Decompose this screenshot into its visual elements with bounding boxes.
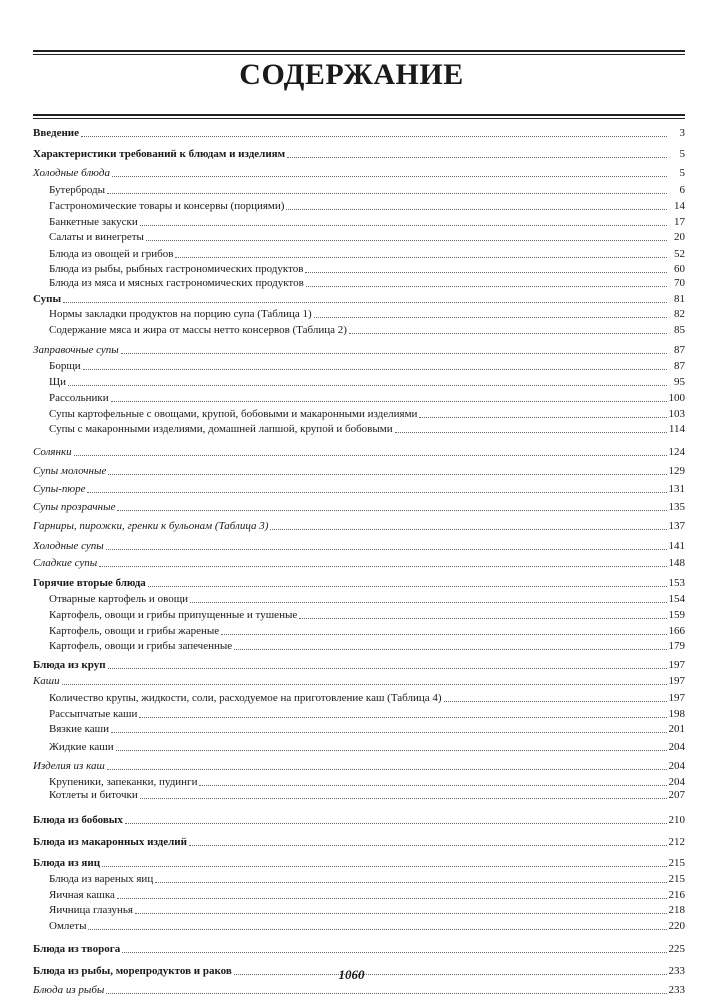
toc-entry-page: 215 — [668, 857, 685, 869]
title-rule-lower — [33, 118, 685, 119]
toc-entry-title: Блюда из бобовых — [33, 814, 123, 826]
toc-entry-title: Количество крупы, жидкости, соли, расходуемое на приготовление каш (Таблица 4) — [49, 692, 442, 704]
toc-entry[interactable] — [33, 228, 685, 244]
dot-leader — [111, 401, 667, 402]
toc-entry[interactable] — [33, 672, 685, 688]
toc-entry-page: 87 — [674, 360, 685, 372]
toc-entry-page: 179 — [668, 640, 685, 652]
toc-entry-page: 216 — [668, 889, 685, 901]
toc-entry-title: Отварные картофель и овощи — [49, 593, 189, 605]
toc-entry-title: Картофель, овощи и грибы запеченные — [49, 640, 233, 652]
toc-entry-page: 197 — [668, 692, 685, 704]
toc-entry-title: Введение — [33, 127, 80, 139]
toc-entry-page: 103 — [668, 408, 685, 420]
toc-entry-title: Яичная кашка — [49, 889, 115, 901]
dot-leader — [81, 136, 667, 137]
toc-entry-page: 220 — [668, 920, 685, 932]
toc-entry[interactable] — [33, 637, 685, 653]
dot-leader — [148, 586, 667, 587]
toc-entry-title: Картофель, овощи и грибы припущенные и тушеные — [49, 609, 298, 621]
top-rule — [33, 50, 685, 52]
dot-leader — [121, 353, 667, 354]
toc-entry-page: 5 — [679, 167, 685, 179]
toc-entry-title: Холодные блюда — [33, 167, 110, 179]
toc-entry-page: 204 — [668, 741, 685, 753]
toc-entry[interactable] — [33, 357, 685, 373]
toc-entry-page: 60 — [674, 263, 685, 275]
toc-entry-page: 207 — [668, 789, 685, 801]
dot-leader — [117, 898, 667, 899]
dot-leader — [349, 333, 667, 334]
dot-leader — [125, 823, 667, 824]
toc-entry-title: Содержание мяса и жира от массы нетто консервов (Таблица 2) — [49, 324, 347, 336]
toc-entry-title: Изделия из каш — [33, 760, 105, 772]
toc-entry-title: Яичница глазунья — [49, 904, 133, 916]
dot-leader — [107, 769, 667, 770]
toc-entry[interactable] — [33, 341, 685, 357]
toc-entry-page: 210 — [668, 814, 685, 826]
dot-leader — [395, 432, 667, 433]
toc-entry-page: 87 — [674, 344, 685, 356]
dot-leader — [106, 993, 666, 994]
toc-entry-title: Холодные супы — [33, 540, 104, 552]
dot-leader — [419, 417, 666, 418]
toc-entry-page: 225 — [668, 943, 685, 955]
dot-leader — [122, 952, 666, 953]
toc-entry[interactable] — [33, 606, 685, 622]
toc-entry[interactable] — [33, 480, 685, 496]
dot-leader — [107, 193, 667, 194]
dot-leader — [139, 717, 666, 718]
toc-entry-title: Нормы закладки продуктов на порцию супа (Таблица 1) — [49, 308, 312, 320]
toc-entry-page: 14 — [674, 200, 685, 212]
dot-leader — [117, 510, 666, 511]
toc-entry-page: 131 — [668, 483, 685, 495]
toc-entry[interactable] — [33, 197, 685, 213]
dot-leader — [299, 618, 666, 619]
toc-entry[interactable] — [33, 940, 685, 956]
dot-leader — [62, 684, 667, 685]
toc-entry-title: Щи — [49, 376, 66, 388]
toc-entry-title: Супы картофельные с овощами, крупой, бобовыми и макаронными изделиями — [49, 408, 418, 420]
toc-entry-title: Блюда из овощей и грибов — [49, 248, 174, 260]
dot-leader — [175, 257, 667, 258]
toc-entry-title: Блюда из мяса и мясных гастрономических продуктов — [49, 277, 304, 289]
toc-entry-page: 6 — [679, 184, 685, 196]
dot-leader — [140, 798, 667, 799]
toc-entry-title: Блюда из круп — [33, 659, 106, 671]
dot-leader — [112, 176, 667, 177]
toc-entry[interactable] — [33, 833, 685, 849]
toc-entry[interactable] — [33, 720, 685, 736]
toc-entry-title: Жидкие каши — [49, 741, 114, 753]
toc-entry[interactable] — [33, 705, 685, 721]
toc-entry-title: Салаты и винегреты — [49, 231, 144, 243]
dot-leader — [190, 602, 666, 603]
toc-entry[interactable] — [33, 498, 685, 514]
toc-entry[interactable] — [33, 373, 685, 389]
toc-entry-page: 82 — [674, 308, 685, 320]
toc-entry[interactable] — [33, 145, 685, 161]
toc-entry[interactable] — [33, 917, 685, 933]
toc-entry-page: 154 — [668, 593, 685, 605]
toc-entry[interactable] — [33, 164, 685, 180]
toc-entry[interactable] — [33, 811, 685, 827]
toc-entry-page: 148 — [668, 557, 685, 569]
toc-entry[interactable] — [33, 786, 685, 802]
toc-entry-page: 233 — [668, 965, 685, 977]
toc-entry-page: 135 — [668, 501, 685, 513]
toc-entry-page: 201 — [668, 723, 685, 735]
toc-entry-page: 141 — [668, 540, 685, 552]
dot-leader — [74, 455, 667, 456]
toc-entry-page: 85 — [674, 324, 685, 336]
toc-entry-page: 137 — [668, 520, 685, 532]
toc-entry-title: Гастрономические товары и консервы (порциями) — [49, 200, 285, 212]
dot-leader — [116, 750, 667, 751]
toc-entry-title: Блюда из макаронных изделий — [33, 836, 187, 848]
toc-entry-page: 70 — [674, 277, 685, 289]
dot-leader — [314, 317, 667, 318]
toc-entry-title: Блюда из рыбы, морепродуктов и раков — [33, 965, 232, 977]
toc-entry-title: Супы молочные — [33, 465, 107, 477]
toc-entry-title: Солянки — [33, 446, 72, 458]
toc-entry[interactable] — [33, 389, 685, 405]
toc-entry-page: 129 — [668, 465, 685, 477]
dot-leader — [83, 369, 667, 370]
toc-entry-page: 197 — [668, 659, 685, 671]
toc-entry[interactable] — [33, 290, 685, 306]
toc-entry-page: 17 — [674, 216, 685, 228]
toc-entry[interactable] — [33, 405, 685, 421]
toc-entry[interactable] — [33, 656, 685, 672]
toc-entry[interactable] — [33, 462, 685, 478]
toc-entry[interactable] — [33, 213, 685, 229]
dot-leader — [287, 157, 667, 158]
toc-entry-title: Картофель, овощи и грибы жареные — [49, 625, 220, 637]
toc-entry-page: 204 — [668, 760, 685, 772]
dot-leader — [140, 225, 667, 226]
toc-entry[interactable] — [33, 305, 685, 321]
toc-entry-title: Вязкие каши — [49, 723, 110, 735]
dot-leader — [135, 913, 667, 914]
toc-entry-title: Крупеники, запеканки, пудинги — [49, 776, 198, 788]
toc-entry[interactable] — [33, 870, 685, 886]
toc-entry-title: Блюда из вареных яиц — [49, 873, 154, 885]
toc-entry-title: Банкетные закуски — [49, 216, 138, 228]
dot-leader — [68, 385, 667, 386]
toc-entry-title: Характеристики требований к блюдам и изделиям — [33, 148, 286, 160]
toc-entry-title: Блюда из рыбы — [33, 984, 105, 996]
toc-entry[interactable] — [33, 274, 685, 290]
dot-leader — [146, 240, 667, 241]
dot-leader — [189, 845, 667, 846]
toc-entry-title: Гарниры, пирожки, гренки к бульонам (Таблица 3) — [33, 520, 269, 532]
toc-entry-title: Бутерброды — [49, 184, 105, 196]
dot-leader — [102, 866, 666, 867]
toc-entry-title: Рассольники — [49, 392, 109, 404]
toc-entry-title: Рассыпчатые каши — [49, 708, 138, 720]
dot-leader — [63, 302, 667, 303]
toc-entry-page: 81 — [674, 293, 685, 305]
toc-entry[interactable] — [33, 590, 685, 606]
toc-entry[interactable] — [33, 886, 685, 902]
toc-entry-title: Заправочные супы — [33, 344, 119, 356]
toc-entry-page: 100 — [668, 392, 685, 404]
dot-leader — [444, 701, 667, 702]
dot-leader — [87, 492, 666, 493]
dot-leader — [108, 668, 667, 669]
toc-entry-page: 233 — [668, 984, 685, 996]
dot-leader — [99, 566, 666, 567]
toc-entry[interactable] — [33, 181, 685, 197]
toc-entry[interactable] — [33, 757, 685, 773]
dot-leader — [306, 286, 667, 287]
toc-entry-page: 166 — [668, 625, 685, 637]
toc-entry[interactable] — [33, 420, 685, 436]
dot-leader — [111, 732, 666, 733]
page-number: 1060 — [338, 967, 365, 982]
toc-entry[interactable] — [33, 689, 685, 705]
toc-entry[interactable] — [33, 574, 685, 590]
dot-leader — [305, 272, 667, 273]
toc-entry-title: Каши — [33, 675, 60, 687]
dot-leader — [286, 209, 667, 210]
toc-entry[interactable] — [33, 901, 685, 917]
toc-entry-title: Горячие вторые блюда — [33, 577, 146, 589]
toc-entry-page: 204 — [668, 776, 685, 788]
toc-entry-page: 159 — [668, 609, 685, 621]
toc-entry-page: 114 — [668, 423, 685, 435]
top-rule-lower — [33, 54, 685, 55]
toc-entry-page: 215 — [668, 873, 685, 885]
dot-leader — [270, 529, 666, 530]
toc-entry-page: 124 — [668, 446, 685, 458]
toc-entry-page: 95 — [674, 376, 685, 388]
toc-entry-title: Котлеты и биточки — [49, 789, 138, 801]
toc-entry-title: Сладкие супы — [33, 557, 98, 569]
toc-entry-title: Супы прозрачные — [33, 501, 116, 513]
toc-entry-page: 3 — [679, 127, 685, 139]
dot-leader — [88, 929, 666, 930]
toc-entry-page: 197 — [668, 675, 685, 687]
dot-leader — [155, 882, 666, 883]
toc-entry[interactable] — [33, 537, 685, 553]
toc-entry-page: 153 — [668, 577, 685, 589]
toc-entry[interactable] — [33, 738, 685, 754]
toc-entry[interactable] — [33, 321, 685, 337]
toc-entry-title: Супы — [33, 293, 62, 305]
toc-entry-title: Омлеты — [49, 920, 87, 932]
toc-entry[interactable] — [33, 622, 685, 638]
dot-leader — [108, 474, 666, 475]
toc-entry-title: Блюда из творога — [33, 943, 121, 955]
title-rule — [33, 114, 685, 116]
toc-entry-title: Блюда из яиц — [33, 857, 101, 869]
toc-entry[interactable] — [33, 245, 685, 261]
toc-entry[interactable] — [33, 517, 685, 533]
dot-leader — [221, 634, 666, 635]
toc-entry-page: 198 — [668, 708, 685, 720]
toc-entry-page: 212 — [668, 836, 685, 848]
toc-entry-title: Супы с макаронными изделиями, домашней лапшой, крупой и бобовыми — [49, 423, 393, 435]
toc-entry[interactable] — [33, 854, 685, 870]
toc-entry-page: 20 — [674, 231, 685, 243]
toc-entry[interactable] — [33, 554, 685, 570]
toc-entry-page: 218 — [668, 904, 685, 916]
page-title: СОДЕРЖАНИЕ — [239, 58, 464, 91]
toc-entry-title: Супы-пюре — [33, 483, 86, 495]
dot-leader — [106, 549, 667, 550]
toc-entry[interactable] — [33, 443, 685, 459]
toc-entry-page: 52 — [674, 248, 685, 260]
toc-entry-page: 5 — [679, 148, 685, 160]
toc-entry-title: Блюда из рыбы, рыбных гастрономических продуктов — [49, 263, 304, 275]
toc-entry[interactable] — [33, 124, 685, 140]
toc-entry[interactable] — [33, 981, 685, 997]
toc-entry-title: Борщи — [49, 360, 81, 372]
dot-leader — [234, 649, 666, 650]
